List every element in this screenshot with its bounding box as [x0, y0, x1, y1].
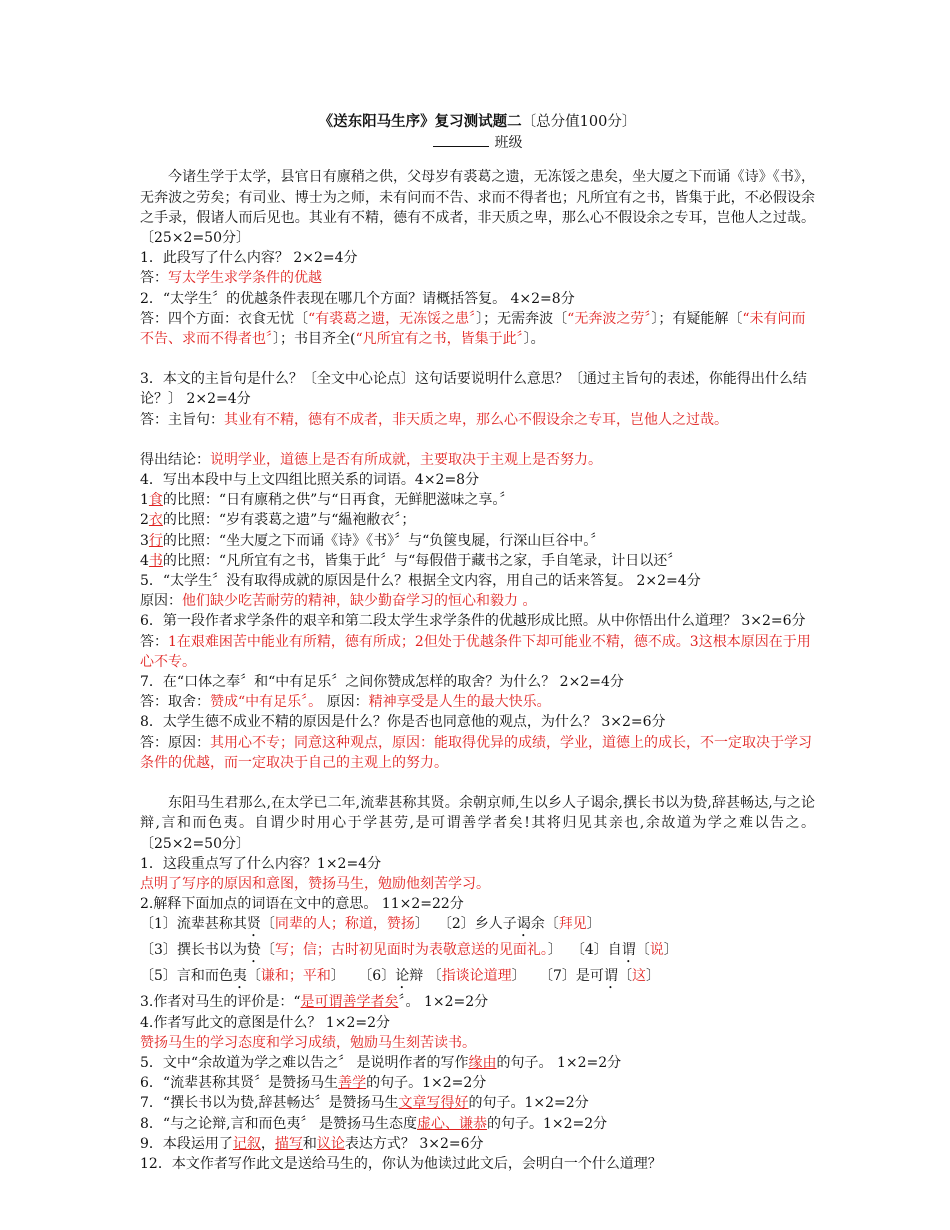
question-3: 3．本文的主旨句是什么？〔全文中心论点〕这句话要说明什么意思？〔通过主旨句的表述，你能得出什么结论？〕 2×2=4分 — [140, 371, 807, 408]
p2-question-1: 1．这段重点写了什么内容？1×2=4分 — [140, 855, 382, 872]
answer-6: 答：1在艰难困苦中能业有所精，德有所成；2但处于优越条件下却可能业不精，德不成。3这根本原因在于用心不专。 — [140, 633, 811, 670]
p2-question-8: 8．“与之论辩,言和而色夷〞 是赞扬马生态度虚心、谦恭的句子。1×2=2分 — [140, 1115, 608, 1132]
p2-question-2-row-1: 〔1〕流辈甚称其贤〔同辈的人；称道，赞扬〕 〔2〕乡人子谒余〔拜见〕 — [140, 916, 601, 933]
title-score: 〔总分值100分〕 — [521, 114, 637, 130]
answer-4-item: 2衣的比照：“岁有裘葛之遗”与“緼袍敝衣〞； — [140, 512, 416, 529]
document-page — [140, 112, 815, 1174]
p2-question-2-row-2: 〔3〕撰长书以为贽〔写；信；古时初见面时为表敬意送的见面礼。〕 〔4〕自谓〔说〕 — [140, 942, 678, 959]
p2-answer-1: 点明了写序的原因和意图，赞扬马生，勉励他刻苦学习。 — [140, 875, 490, 892]
question-2: 2．“太学生〞的优越条件表现在哪几个方面？请概括答复。 4×2=8分 — [140, 290, 575, 307]
p2-question-2: 2.解释下面加点的词语在文中的意思。 11×2=22分 — [140, 896, 464, 913]
passage-2-score: 〔25×2=50分〕 — [140, 835, 250, 852]
p2-answer-4: 赞扬马生的学习态度和学习成绩，勉励马生刻苦读书。 — [140, 1034, 476, 1051]
answer-3-conclusion: 得出结论：说明学业，道德上是否有所成就，主要取决于主观上是否努力。 — [140, 451, 602, 468]
answer-4-item: 4书的比照：“凡所宜有之书，皆集于此〞与“每假借于藏书之家，手自笔录，计日以还〞 — [140, 552, 682, 569]
p2-question-3: 3.作者对马生的评价是：“是可谓善学者矣〞。 1×2=2分 — [140, 994, 489, 1011]
answer-3: 答：主旨句：其业有不精，德有不成者，非天质之卑，那么心不假设余之专耳，岂他人之过哉。 — [140, 411, 728, 428]
p2-question-5: 5．文中“余故道为学之难以告之〞 是说明作者的写作缘由的句子。 1×2=2分 — [140, 1054, 622, 1071]
question-8: 8．太学生德不成业不精的原因是什么？你是否也同意他的观点，为什么？ 3×2=6分 — [140, 714, 666, 731]
passage-1-score: 〔25×2=50分〕 — [140, 230, 250, 247]
p2-question-4: 4.作者写此文的意图是什么？ 1×2=2分 — [140, 1014, 390, 1031]
answer-4-item: 3行的比照：“坐大厦之下而诵《诗》《书》〞与“负箧曳屣，行深山巨谷中。〞 — [140, 532, 605, 549]
p2-question-7: 7．“撰长书以为贽,辞甚畅达〞是赞扬马生文章写得好的句子。1×2=2分 — [140, 1095, 589, 1112]
passage-2: 东阳马生君那么,在太学已二年,流辈甚称其贤。余朝京师,生以乡人子谒余,撰长书以为贽,辞甚畅达,与之论辩,言和而色夷。自谓少时用心于学甚劳,是可谓善学者矣!其将归见其亲也,余故道为学之难以告之。 〔25×2=50分〕 — [140, 795, 815, 852]
title-main: 《送东阳马生序》复习测试题二 — [318, 113, 522, 130]
question-1: 1．此段写了什么内容？ 2×2=4分 — [140, 250, 358, 267]
question-5: 5．“太学生〞没有取得成就的原因是什么？根据全文内容，用自己的话来答复。 2×2=4分 — [140, 573, 701, 590]
answer-5: 原因：他们缺少吃苦耐劳的精神，缺少勤奋学习的恒心和毅力 。 — [140, 593, 537, 610]
question-7: 7．在“口体之奉〞和“中有足乐〞之间你赞成怎样的取舍？为什么？ 2×2=4分 — [140, 674, 624, 691]
answer-8: 答：原因：其用心不专；同意这种观点，原因：能取得优异的成绩，学业，道德上的成长，不一定取决于学习条件的优越，而一定取决于自己的主观上的努力。 — [140, 734, 812, 771]
answer-2: 答：四个方面：衣食无忧〔“有裘葛之遗，无冻馁之患〞〕；无需奔波〔“无奔波之劳〞〕；有疑能解〔“未有问而不告、求而不得者也〞〕；书目齐全(“凡所宜有之书，皆集于此〞〕。 — [140, 310, 806, 348]
document-title — [140, 112, 815, 132]
p2-question-12: 12．本文作者写作此文是送给马生的，你认为他读过此文后，会明白一个什么道理？ — [140, 1155, 662, 1172]
class-line — [140, 132, 815, 153]
p2-question-2-row-3: 〔5〕言和而色夷〔谦和；平和〕 〔6〕论辩 〔指谈论道理〕 〔7〕是可谓〔这〕 — [140, 968, 660, 985]
class-blank[interactable] — [433, 132, 489, 147]
question-6: 6．第一段作者求学条件的艰辛和第二段太学生求学条件的优越形成比照。从中你悟出什么道理？ 3×2=6分 — [140, 613, 806, 630]
p2-question-6: 6．“流辈甚称其贤〞是赞扬马生善学的句子。1×2=2分 — [140, 1075, 487, 1092]
class-label: 班级 — [494, 135, 523, 152]
p2-question-9: 9．本段运用了记叙，描写和议论表达方式？ 3×2=6分 — [140, 1135, 484, 1152]
question-4: 4．写出本段中与上文四组比照关系的词语。4×2=8分 — [140, 472, 480, 489]
passage-1: 今诸生学于太学，县官日有廪稍之供，父母岁有裘葛之遗，无冻馁之患矣，坐大厦之下而诵《诗》《书》，无奔波之劳矣；有司业、博士为之师，未有问而不告、求而不得者也；凡所宜有之书，皆集于此，不必假设余之手录，假诸人而后见也。其业有不精，德有不成者，非天质之卑，那么心不假设余之专耳，岂他人之过哉。 〔25×2=50分〕 — [140, 169, 815, 247]
answer-4-item: 1食的比照：“日有廪稍之供”与“日再食，无鲜肥滋味之享。〞 — [140, 492, 514, 509]
answer-1: 答：写太学生求学条件的优越 — [140, 270, 322, 287]
answer-7: 答：取舍：赞成“中有足乐〞。 原因：精神享受是人生的最大快乐。 — [140, 694, 551, 711]
